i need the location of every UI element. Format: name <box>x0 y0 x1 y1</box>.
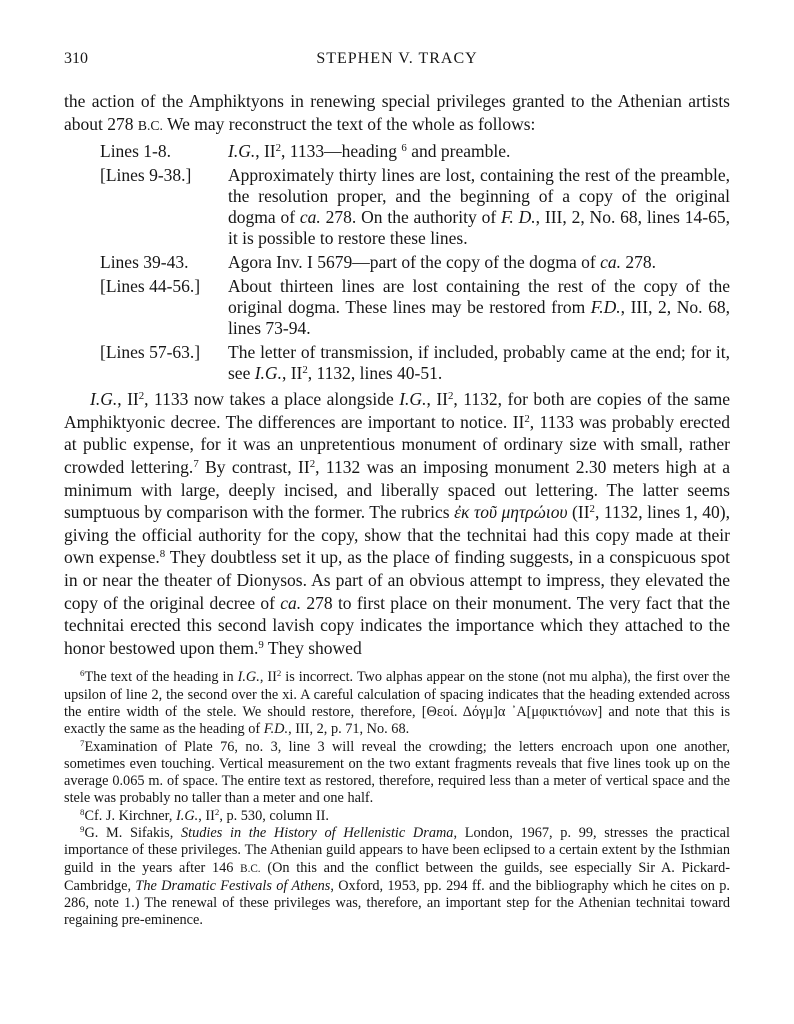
footnote-ref: 7 <box>193 458 199 471</box>
lines-desc: I.G., $II^2$, 1133—heading $^6$ and preamble. <box>228 141 511 162</box>
footnotes <box>64 669 730 929</box>
footnote-ref: 9 <box>258 638 264 651</box>
footnote-8: $^8$Cf. J. Kirchner, I.G., $II^2$, p. 530, column II. <box>80 806 329 824</box>
page-header <box>64 50 730 76</box>
lines-desc: Agora Inv. I 5679—part of the copy of the dogma of ca. 278. <box>228 252 657 273</box>
lines-desc: About thirteen lines are lost containing the rest of the copy of the original dogma. These lines may be restored from F.D., III, 2, No. 68, lines 73-94. <box>228 276 731 339</box>
lines-row <box>100 252 730 273</box>
lines-label: [Lines 9-38.] <box>100 165 192 186</box>
page-number: 310 <box>64 50 88 67</box>
continued-paragraph: the action of the Amphiktyons in renewing special privileges granted to the Athenian artists about 278 B.C. We may reconstruct the text of the whole as follows: <box>64 91 730 134</box>
lines-label: [Lines 44-56.] <box>100 276 201 297</box>
text-reconstruction-table <box>100 141 730 384</box>
lines-desc: The letter of transmission, if included, probably came at the end; for it, see I.G., $II^2$, 1132, lines 40-51. <box>228 342 730 384</box>
lines-row <box>100 342 730 384</box>
lines-label: Lines 1-8. <box>100 141 171 162</box>
lines-label: Lines 39-43. <box>100 252 189 273</box>
lines-row <box>100 165 730 249</box>
lines-row <box>100 141 730 162</box>
lines-label: [Lines 57-63.] <box>100 342 201 363</box>
lines-row <box>100 276 730 339</box>
lines-desc: Approximately thirty lines are lost, containing the rest of the preamble, the resolution proper, and the beginning of a copy of the original dogma of ca. 278. On the authority of F. D., III, 2, No. 68, lines 14-65, it is possible to restore these lines. <box>228 165 730 249</box>
footnote-7: $^7$Examination of Plate 76, no. 3, line 3 will reveal the crowding; the letters encroach upon one another, sometimes even touching. Vertical measurement on the two extant fragments reveals that five lines took up on the average 0.065 m. of space. The entire text as restored, therefore, required less than a meter of vertical space and the stele was probably no taller than a meter and one half. <box>64 737 730 807</box>
footnote-ref: 8 <box>159 548 166 561</box>
journal-page <box>64 50 730 930</box>
running-head: STEPHEN V. TRACY <box>316 50 478 67</box>
footnote-6: $^6$The text of the heading in I.G., $II^2$ is incorrect. Two alphas appear on the stone (not mu alpha), the first over the upsilon of line 2, the second over the xi. A careful calculation of spacing indicates that the heading extended across the entire width of the stele. We should restore, therefore, [Θεοί. Δόγμ]α ᾿Α[μφικτιόνων] and note that this is exactly the same as the heading of F.D., III, 2, p. 71, No. 68. <box>64 668 731 738</box>
greek-rubric: ἐκ τοῦ μητρώιου <box>454 502 568 523</box>
footnote-9: $^9$G. M. Sifakis, Studies in the History of Hellenistic Drama, London, 1967, p. 99, stresses the practical importance of these privileges. The Athenian guild appears to have been eclipsed to a certain extent by the Isthmian guild in the years after 146 B.C. (On this and the conflict between the guilds, see especially Sir A. Pickard-Cambridge, The Dramatic Festivals of Athens, Oxford, 1953, pp. 294 ff. and the bibliography which he cites on p. 286, note 1.) The renewal of these privileges was, therefore, an important step for the Athenian technitai toward regaining pre-eminence. <box>64 824 731 929</box>
greek-restoration: [Θεοί. Δόγμ]α ᾿Α[μφικτιόνων] <box>421 703 603 720</box>
main-paragraph: I.G., $II^2$, 1133 now takes a place alongside I.G., $II^2$, 1132, for both are copies of the same Amphiktyonic decree. The differences are important to notice. $II^2$, 1133 was probably erected at public expense, for it was an unpretentious monument of ordinary size with small, rather crowded lettering.$^7$ By contrast, $II^2$, 1132 was an imposing monument 2.30 meters high at a minimum with large, deeply incised, and liberally spaced out lettering. The latter seems sumptuous by comparison with the former. The rubrics ἐκ τοῦ μητρώιου ($II^2$, 1132, lines 1, 40), giving the official authority for the copy, show that the technitai had this copy made at their own expense.$^8$ They doubtless set it up, as the place of finding suggests, in a conspicuous spot in or near the theater of Dionysos. As part of an obvious attempt to impress, they elevated the copy of the original decree of ca. 278 to first place on their monument. The very fact that the technitai erected this second lavish copy indicates the importance which they attached to the honor bestowed upon them.$^9$ They showed <box>64 389 731 658</box>
footnote-ref: 6 <box>401 142 407 155</box>
bc-abbrev: B.C. <box>137 117 163 133</box>
